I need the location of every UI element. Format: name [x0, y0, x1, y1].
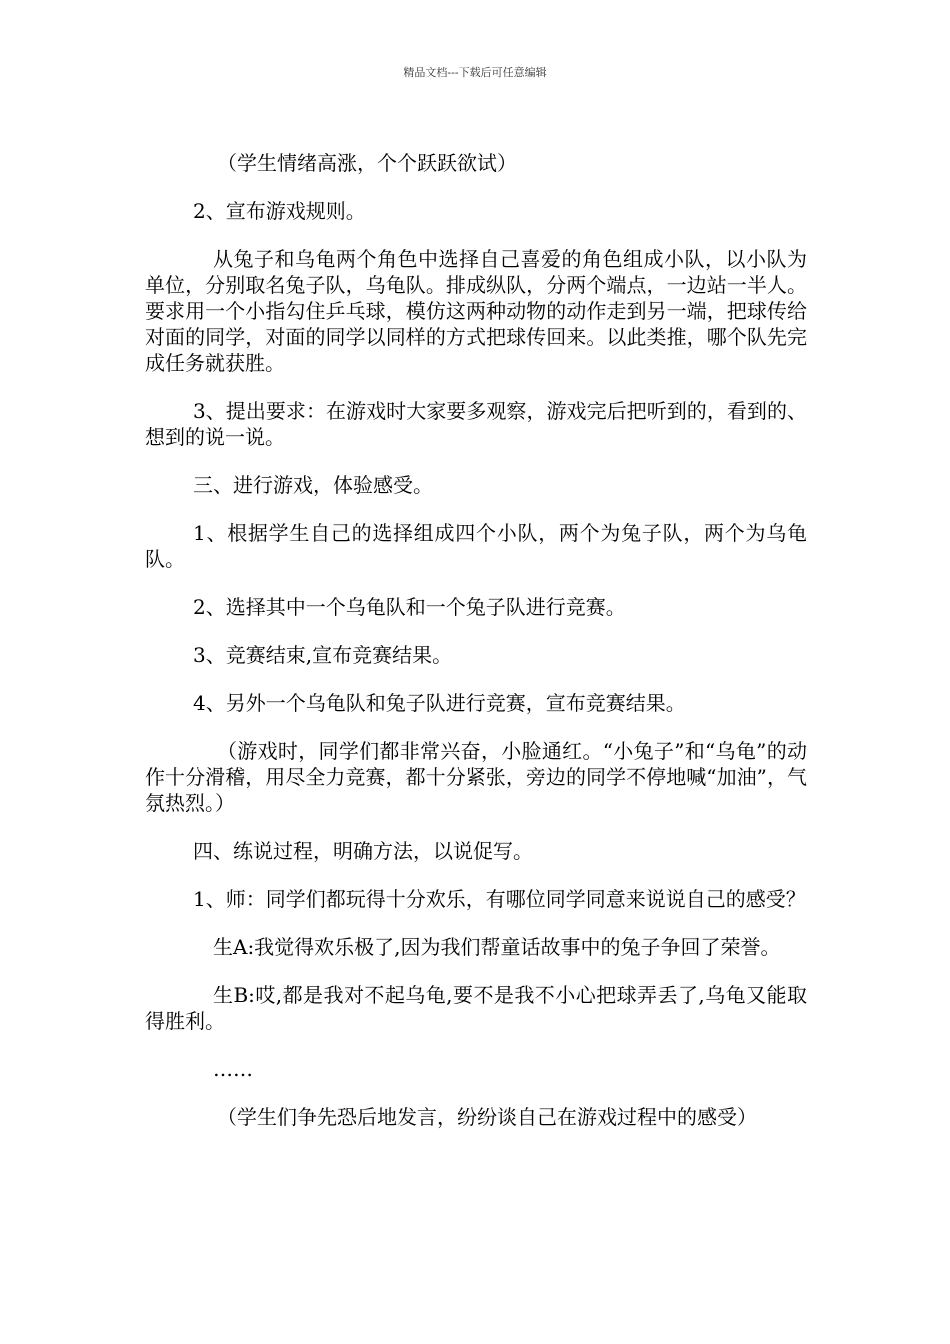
paragraph-announce-rules: 2、宣布游戏规则。	[193, 199, 366, 223]
paragraph-first-race: 2、选择其中一个乌龟队和一个兔子队进行竞赛。	[193, 595, 626, 619]
section-heading-speaking: 四、练说过程，明确方法，以说促写。	[193, 839, 533, 863]
page-header: 精品文档---下载后可任意编辑	[403, 66, 547, 79]
paragraph-teacher-question: 1、师：同学们都玩得十分欢乐，有哪位同学同意来说说自己的感受？	[193, 887, 806, 911]
paragraph-student-a: 生A:我觉得欢乐极了,因为我们帮童话故事中的兔子争回了荣誉。	[213, 935, 781, 959]
paragraph-second-race: 4、另外一个乌龟队和兔子队进行竞赛，宣布竞赛结果。	[193, 691, 686, 715]
section-heading-play-game: 三、进行游戏，体验感受。	[193, 473, 433, 497]
paragraph-form-teams: 1、根据学生自己的选择组成四个小队，两个为兔子队，两个为乌龟队。	[145, 521, 807, 571]
paragraph-rules-detail: 从兔子和乌龟两个角色中选择自己喜爱的角色组成小队，以小队为单位，分别取名兔子队，乌龟队。排成纵队，分两个端点，一边站一半人。要求用一个小指勾住乒乓球，模仿这两种动物的动作走到另一端，把球传给对面的同学，对面的同学以同样的方式把球传回来。以此类推，哪个队先完成任务就获胜。	[145, 247, 807, 375]
paragraph-student-b: 生B:哎,都是我对不起乌龟,要不是我不小心把球弄丢了,乌龟又能取得胜利。	[145, 983, 807, 1033]
document-body	[145, 150, 807, 1152]
paragraph-student-mood: （学生情绪高涨，个个跃跃欲试）	[217, 151, 517, 175]
paragraph-ellipsis: ……	[213, 1057, 253, 1081]
paragraph-game-atmosphere: （游戏时，同学们都非常兴奋，小脸通红。“小兔子”和“乌龟”的动作十分滑稽，用尽全力竞赛，都十分紧张，旁边的同学不停地喊“加油”，气氛热烈。）	[145, 739, 807, 815]
paragraph-requirements: 3、提出要求：在游戏时大家要多观察，游戏完后把听到的，看到的、想到的说一说。	[145, 399, 807, 449]
paragraph-student-discussion: （学生们争先恐后地发言，纷纷谈自己在游戏过程中的感受）	[217, 1105, 757, 1129]
paragraph-race-result: 3、竞赛结束,宣布竞赛结果。	[193, 643, 453, 667]
